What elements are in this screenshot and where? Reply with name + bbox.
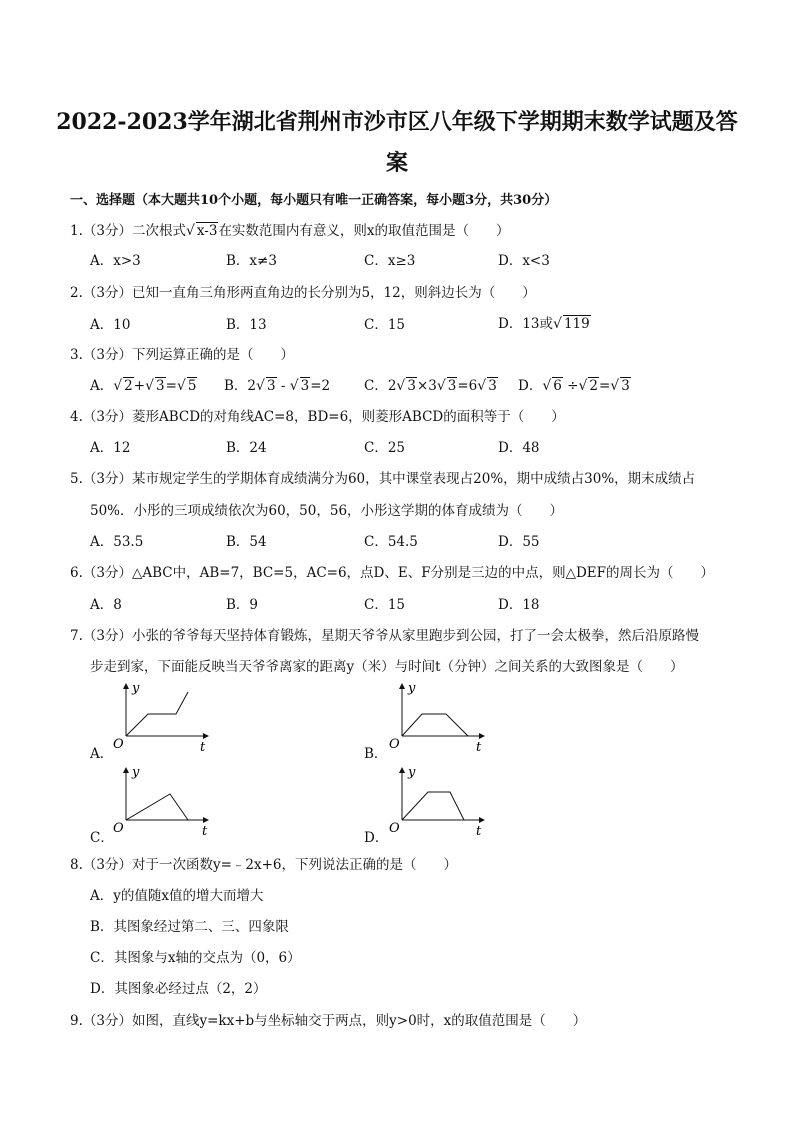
q2-option-a: A．10: [90, 317, 131, 333]
origin-label: O: [389, 821, 400, 836]
q8-option-d: D．其图象必经过点（2，2）: [90, 981, 267, 997]
q2-option-b: B．13: [226, 317, 267, 333]
paper-title-line2: 案: [385, 150, 408, 176]
q4-option-a: A．12: [90, 440, 131, 456]
q1-pre: 二次根式: [131, 223, 186, 239]
q7-option-b-label: B．: [364, 746, 388, 762]
question-2: 2.（3分）已知一直角三角形两直角边的长分别为5，12，则斜边长为（ ）: [70, 285, 536, 301]
q2-option-d: D．13或√ 119: [498, 316, 590, 332]
q8-option-c: C．其图象与x轴的交点为（0，6）: [90, 950, 301, 966]
q3-option-d: D．√ 6 ÷√ 2=√ 3: [518, 378, 630, 394]
question-8: 8.（3分）对于一次函数y=﹣2x+6，下列说法正确的是（ ）: [70, 857, 458, 873]
q1-number: 1.（3分）: [70, 223, 132, 239]
graph-line: [126, 794, 188, 820]
q8-option-b: B．其图象经过第二、三、四象限: [90, 919, 289, 935]
question-6: 6.（3分）△ABC中，AB=7，BC=5，AC=6，点D、E、F分别是三边的中点，则△DEF的周长为（ ）: [70, 565, 715, 581]
question-1: 1.（3分）二次根式√ x-3在实数范围内有意义，则x的取值范围是（ ）: [70, 223, 510, 239]
y-label: y: [132, 765, 140, 780]
q4-option-b: B．24: [226, 440, 267, 456]
question-9: 9.（3分）如图，直线y=kx+b与坐标轴交于两点，则y>0时，x的取值范围是（ ）: [70, 1013, 587, 1029]
q3-option-a: A．√ 2+√ 3=√ 5: [90, 378, 197, 394]
graph-line: [126, 692, 188, 736]
origin-label: O: [113, 737, 124, 752]
paper-title-line1: 2022-2023学年湖北省荆州市沙市区八年级下学期期末数学试题及答: [56, 109, 738, 135]
question-5-line2: 50%．小彤的三项成绩依次为60，50，56，小彤这学期的体育成绩为（ ）: [90, 503, 564, 519]
q7-graph-c: [108, 762, 218, 838]
q6-option-c: C．15: [364, 597, 406, 613]
q2-option-c: C．15: [364, 317, 406, 333]
t-label: t: [476, 740, 482, 754]
q5-option-d: D．55: [498, 534, 540, 550]
q7-option-c-label: C．: [90, 830, 114, 846]
y-label: y: [408, 765, 416, 780]
q6-option-a: A．8: [90, 597, 122, 613]
q4-option-d: D．48: [498, 440, 540, 456]
q3-option-c: C．2√ 3×3√ 3=6√ 3: [364, 378, 497, 394]
question-4: 4.（3分）菱形ABCD的对角线AC=8，BD=6，则菱形ABCD的面积等于（ ）: [70, 409, 565, 425]
q6-option-b: B．9: [226, 597, 259, 613]
q6-option-d: D．18: [498, 597, 540, 613]
question-3: 3.（3分）下列运算正确的是（ ）: [70, 347, 294, 363]
origin-label: O: [113, 821, 124, 836]
q3-option-b: B．2√ 3 - √ 3=2: [224, 378, 331, 394]
graph-line: [402, 792, 464, 820]
question-7-line2: 步走到家，下面能反映当天爷爷离家的距离y（米）与时间t（分钟）之间关系的大致图象是（ ）: [90, 659, 684, 675]
q4-option-c: C．25: [364, 440, 406, 456]
q7-option-d-label: D．: [364, 830, 389, 846]
q1-option-c: C．x≥3: [364, 253, 416, 269]
q7-graph-a: [108, 678, 218, 754]
q5-option-a: A．53.5: [90, 534, 144, 550]
t-label: t: [200, 740, 206, 754]
q1-option-b: B．x≠3: [226, 253, 277, 269]
q8-option-a: A．y的值随x值的增大而增大: [90, 888, 264, 904]
q7-graph-b: [384, 678, 494, 754]
question-7-line1: 7.（3分）小张的爷爷每天坚持体育锻炼，星期天爷爷从家里跑步到公园，打了一会太极拳，然后沿原路慢: [70, 628, 699, 644]
q7-option-a-label: A．: [90, 746, 114, 762]
origin-label: O: [389, 737, 400, 752]
y-label: y: [132, 681, 140, 696]
y-label: y: [408, 681, 416, 696]
q5-option-b: B．54: [226, 534, 267, 550]
question-5-line1: 5.（3分）某市规定学生的学期体育成绩满分为60，其中课堂表现占20%，期中成绩占30%，期末成绩占: [70, 471, 696, 487]
q7-graph-d: [384, 762, 494, 838]
q1-radicand: x-3: [196, 223, 218, 239]
t-label: t: [202, 824, 208, 838]
q5-option-c: C．54.5: [364, 534, 418, 550]
q1-post: 在实数范围内有意义，则x的取值范围是（ ）: [218, 223, 510, 239]
q1-option-d: D．x<3: [498, 253, 550, 269]
graph-line: [402, 714, 468, 736]
t-label: t: [476, 824, 482, 838]
section-heading: 一、选择题（本大题共10个小题，每小题只有唯一正确答案，每小题3分，共30分）: [70, 193, 558, 208]
q1-option-a: A．x>3: [90, 253, 141, 269]
